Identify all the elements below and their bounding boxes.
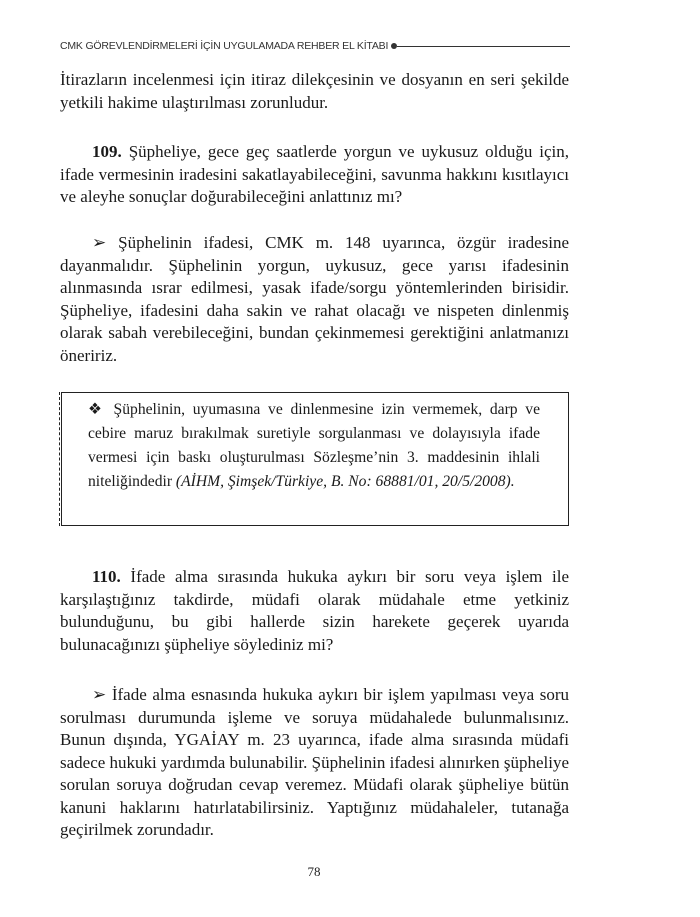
answer-110-text: İfade alma esnasında hukuka aykırı bir işlem yapılması veya soru sorulması durumunda işleme ve soruya müdahalede bulunmalısınız. Bunun dışında, YGAİAY m. 23 uyarınca, ifade alma sırasında müdafi sadece hukuki yardımda bulunabilir. Şüphelinin ifadesi alınırken şüpheliye sorulan soruya doğrudan cevap veremez. Müdafi olarak şüpheliye bütün kanuni haklarını hatırlatabilirsiniz. Yaptığınız müdahaleler, tutanağa geçirilmek zorundadır. — [60, 685, 570, 839]
question-110-text: İfade alma sırasında hukuka aykırı bir soru veya işlem ile karşılaştığınız takdirde, müdafi olarak müdahale etme yetkiniz bulunduğunu, bu gibi hallerde sizin harekete geçerek uyarıda bulunacağınızı şüpheliye söylediniz mi? — [60, 567, 570, 654]
question-110 — [60, 566, 569, 656]
case-law-note — [88, 398, 540, 494]
arrow-bullet-icon: ➢ — [92, 233, 107, 252]
answer-110 — [60, 684, 569, 842]
note-box-left-dashed-edge — [59, 392, 60, 526]
question-110-number: 110. — [92, 567, 121, 586]
page-number: 78 — [307, 864, 321, 879]
running-header — [60, 38, 570, 54]
answer-109-text: Şüphelinin ifadesi, CMK m. 148 uyarınca, özgür iradesine dayanmalıdır. Şüphelinin yorgun, uykusuz, gece yarısı ifadesinin alınmasında ısrar edilmesi, yasak ifade/sorgu yöntemlerinden birisidir. Şüpheliye, ifadesini daha sakin ve rahat olacağı ve nispeten dinlenmiş olarak sabah verebileceğini, bundan çekinmemesi gerektiğini anlatmanızı öneririz. — [60, 233, 569, 365]
case-law-citation: (AİHM, Şimşek/Türkiye, B. No: 68881/01, 20/5/2008). — [175, 473, 515, 490]
running-header-title: CMK GÖREVLENDİRMELERİ İÇİN UYGULAMADA REHBER EL KİTABI — [60, 40, 389, 52]
question-109-number: 109. — [92, 142, 122, 161]
case-law-note-text: Şüphelinin, uyumasına ve dinlenmesine izin vermemek, darp ve cebire maruz bırakılmak suretiyle sorgulanması ve dolayısıyla ifade vermesi için baskı oluşturulması Sözleşme’nin 3. maddesinin ihlali niteliğindedir — [88, 401, 540, 490]
answer-109 — [60, 232, 569, 367]
question-109 — [60, 141, 569, 209]
question-109-text: Şüpheliye, gece geç saatlerde yorgun ve uykusuz olduğu için, ifade vermesinin iradesini sakatlayabileceğini, savunma hakkını kısıtlayıcı ve aleyhe sonuçlar doğurabileceğini anlattınız mı? — [60, 142, 570, 206]
arrow-bullet-icon: ➢ — [92, 685, 107, 704]
diamond-bullet-icon: ❖ — [88, 401, 106, 418]
header-rule — [397, 46, 570, 47]
intro-paragraph: İtirazların incelenmesi için itiraz dilekçesinin ve dosyanın en seri şekilde yetkili hakime ulaştırılması zorunludur. — [60, 70, 569, 112]
note-box-right-dashed-edge — [568, 392, 569, 526]
